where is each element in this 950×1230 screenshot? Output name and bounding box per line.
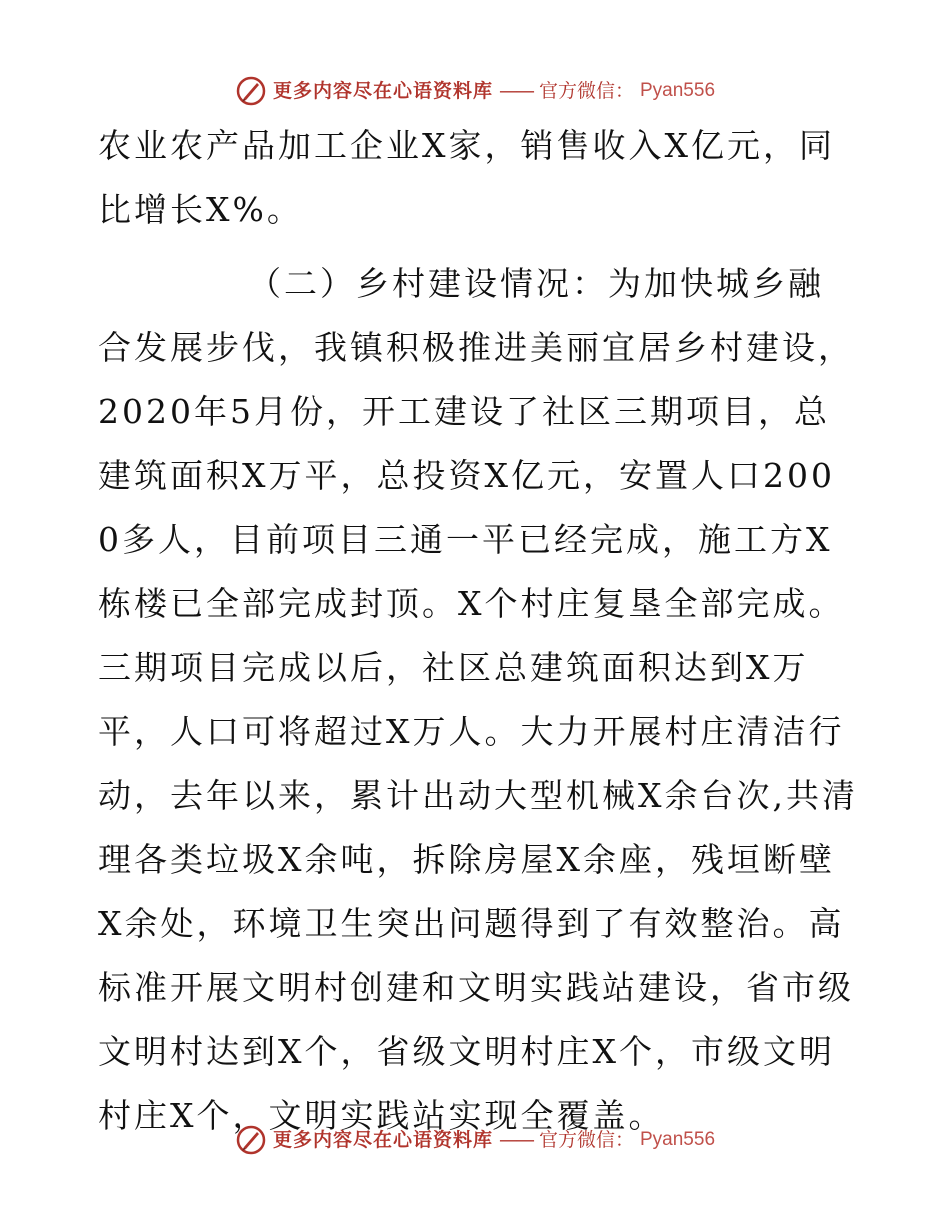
watermark-site-text: 更多内容尽在心语资料库 bbox=[272, 80, 493, 102]
watermark-dash: —— bbox=[498, 1129, 533, 1151]
footer-watermark bbox=[0, 1124, 950, 1156]
watermark-contact-label: 官方微信： bbox=[538, 80, 634, 102]
watermark-wechat-id: Pyan556 bbox=[640, 1129, 716, 1150]
document-body bbox=[98, 114, 858, 1158]
header-watermark bbox=[0, 75, 950, 107]
quill-pen-circle-icon bbox=[235, 1124, 267, 1156]
watermark-contact-label: 官方微信： bbox=[538, 1129, 634, 1151]
paragraph-continuation: 农业农产品加工企业X家，销售收入X亿元，同比增长X%。 bbox=[98, 126, 835, 229]
quill-pen-circle-icon bbox=[235, 75, 267, 107]
watermark-dash: —— bbox=[498, 80, 533, 102]
watermark-wechat-id: Pyan556 bbox=[640, 80, 716, 101]
watermark-site-text: 更多内容尽在心语资料库 bbox=[272, 1129, 493, 1151]
paragraph-rural-construction: （二）乡村建设情况：为加快城乡融合发展步伐，我镇积极推进美丽宜居乡村建设，2020年5月份，开工建设了社区三期项目，总建筑面积X万平，总投资X亿元，安置人口2000多人，目前项目三通一平已经完成，施工方X栋楼已全部完成封顶。X个村庄复垦全部完成。三期项目完成以后，社区总建筑面积达到X万平，人口可将超过X万人。大力开展村庄清洁行动，去年以来，累计出动大型机械X余台次,共清理各类垃圾X余吨，拆除房屋X余座，残垣断壁X余处，环境卫生突出问题得到了有效整治。高标准开展文明村创建和文明实践站建设，省市级文明村达到X个，省级文明村庄X个，市级文明村庄X个，文明实践站实现全覆盖。 bbox=[98, 264, 858, 1135]
